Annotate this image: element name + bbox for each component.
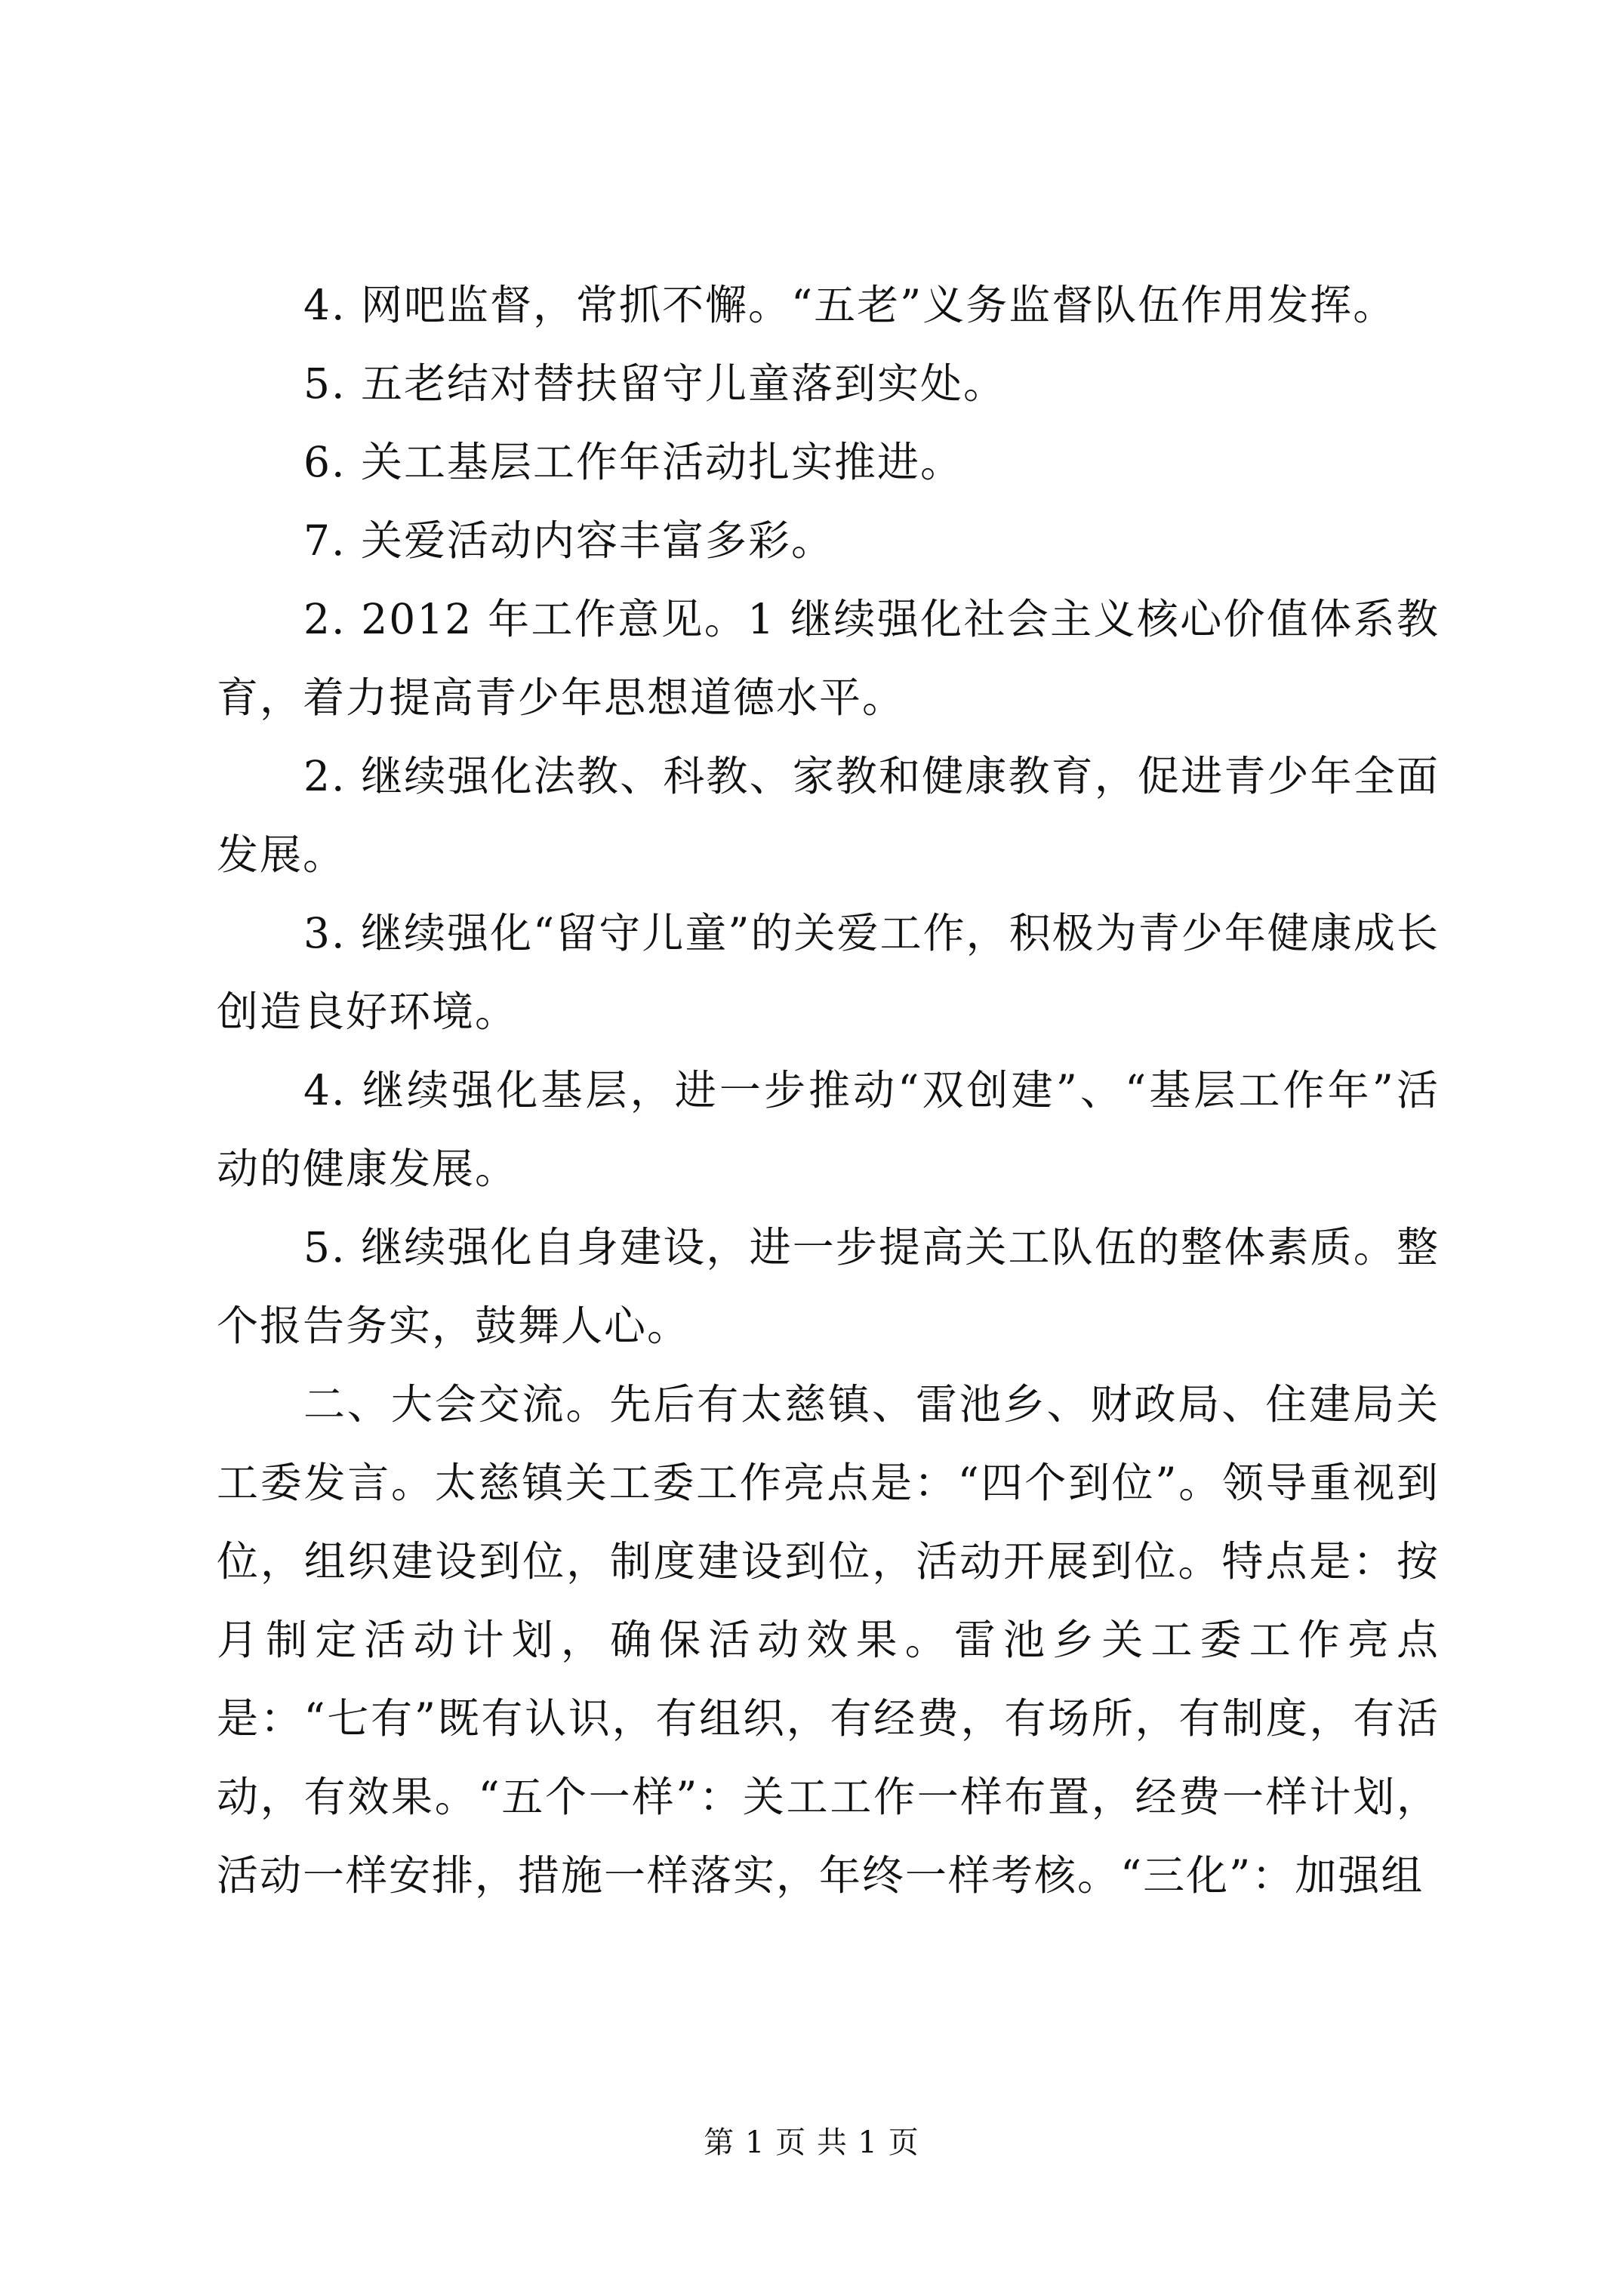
paragraph-2: 5. 五老结对替扶留守儿童落到实处。: [303, 359, 1006, 408]
paragraph-5: 2. 2012 年工作意见。1 继续强化社会主义核心价值体系教育，着力提高青少年思想道德水平。: [217, 595, 1440, 722]
paragraph-10: 二、大会交流。先后有太慈镇、雷池乡、财政局、住建局关工委发言。太慈镇关工委工作亮点是：“四个到位”。领导重视到位，组织建设到位，制度建设到位，活动开展到位。特点是：按月制定活动计划，确保活动效果。雷池乡关工委工作亮点是：“七有”既有认识，有组织，有经费，有场所，有制度，有活动，有效果。“五个一样”：关工工作一样布置，经费一样计划，活动一样安排，措施一样落实，年终一样考核。“三化”：加强组: [217, 1380, 1440, 1900]
page-footer: 第 1 页 共 1 页: [704, 2125, 919, 2160]
paragraph-4: 7. 关爱活动内容丰富多彩。: [303, 516, 834, 565]
paragraph-7: 3. 继续强化“留守儿童”的关爱工作，积极为青少年健康成长创造良好环境。: [217, 909, 1440, 1036]
paragraph-8: 4. 继续强化基层，进一步推动“双创建”、“基层工作年”活动的健康发展。: [217, 1066, 1440, 1193]
paragraph-1: 4. 网吧监督，常抓不懈。“五老”义务监督队伍作用发挥。: [303, 281, 1397, 329]
paragraph-6: 2. 继续强化法教、科教、家教和健康教育，促进青少年全面发展。: [217, 752, 1440, 879]
paragraph-9: 5. 继续强化自身建设，进一步提高关工队伍的整体素质。整个报告务实，鼓舞人心。: [217, 1223, 1440, 1350]
paragraph-3: 6. 关工基层工作年活动扎实推进。: [303, 438, 963, 486]
document-body: [217, 266, 1440, 1915]
